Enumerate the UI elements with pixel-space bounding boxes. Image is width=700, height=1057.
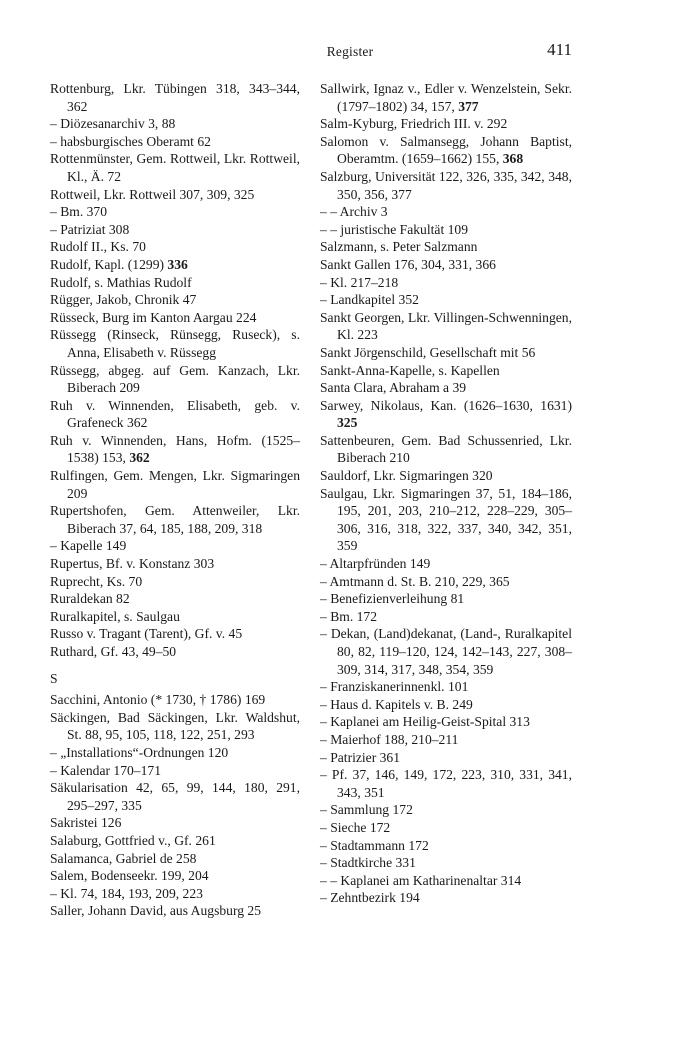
entry-text: Saulgau, Lkr. Sigmaringen 37, 51, 184–186, 195, 201, 203, 210–212, 228–229, 305–306, 316, 318, 322, 337, 340, 342, 351, 359 — [320, 485, 572, 554]
index-entry — [320, 749, 572, 767]
entry-text: – Franziskanerinnenkl. 101 — [320, 679, 469, 695]
index-entry — [50, 555, 300, 573]
index-entry — [320, 467, 572, 485]
index-entry — [50, 643, 300, 661]
entry-text: – Altarpfründen 149 — [320, 556, 431, 572]
entry-text: – Kl. 74, 184, 193, 209, 223 — [50, 885, 203, 901]
entry-text: Ruh v. Winnenden, Hans, Hofm. (1525–1538) 153, — [50, 432, 300, 466]
index-entry — [50, 221, 300, 239]
entry-text: – „Installations“-Ordnungen 120 — [50, 744, 229, 760]
entry-text: – Kaplanei am Heilig-Geist-Spital 313 — [320, 714, 530, 730]
index-entry — [50, 432, 300, 467]
index-entry — [50, 573, 300, 591]
entry-text: Ruthard, Gf. 43, 49–50 — [50, 644, 177, 659]
index-entry — [50, 691, 300, 709]
entry-text: – Pf. 37, 146, 149, 172, 223, 310, 331, 341, 343, 351 — [320, 767, 572, 800]
index-entry — [320, 854, 572, 872]
index-entry — [50, 744, 300, 762]
index-entry — [320, 291, 572, 309]
entry-text: Salm-Kyburg, Friedrich III. v. 292 — [320, 116, 508, 132]
index-entry — [320, 696, 572, 714]
entry-text: – Bm. 172 — [320, 608, 378, 624]
entry-text: – Sammlung 172 — [320, 802, 413, 818]
entry-text: Sankt-Anna-Kapelle, s. Kapellen — [320, 362, 500, 378]
index-entry — [320, 837, 572, 855]
entry-text: – – Kaplanei am Katharinenaltar 314 — [320, 872, 522, 888]
entry-text: Sattenbeuren, Gem. Bad Schussenried, Lkr. Biberach 210 — [320, 432, 572, 466]
index-entry — [320, 115, 572, 133]
index-entry — [50, 274, 300, 292]
index-entry — [320, 80, 572, 115]
section-letter: S — [50, 670, 58, 686]
entry-text: Rulfingen, Gem. Mengen, Lkr. Sigmaringen 209 — [50, 468, 300, 501]
entry-text: Ruraldekan 82 — [50, 591, 130, 607]
index-entry — [50, 502, 300, 537]
index-entry — [50, 832, 300, 850]
index-entry — [50, 709, 300, 744]
entry-text: Saller, Johann David, aus Augsburg 25 — [50, 903, 262, 919]
entry-text: Sankt Gallen 176, 304, 331, 366 — [320, 256, 496, 272]
entry-text: – Patriziat 308 — [50, 221, 130, 237]
entry-text: – Amtmann d. St. B. 210, 229, 365 — [320, 573, 510, 589]
entry-text: – habsburgisches Oberamt 62 — [50, 133, 211, 149]
entry-text: Rottenmünster, Gem. Rottweil, Lkr. Rottweil, Kl., Ä. 72 — [50, 151, 300, 184]
entry-text: Rottenburg, Lkr. Tübingen 318, 343–344, 362 — [50, 81, 300, 114]
entry-text: Säkularisation 42, 65, 99, 144, 180, 291, 295–297, 335 — [50, 780, 300, 813]
index-entry — [50, 150, 300, 185]
entry-text: Sarwey, Nikolaus, Kan. (1626–1630, 1631) — [320, 397, 572, 413]
entry-text: Sacchini, Antonio (* 1730, † 1786) 169 — [50, 692, 266, 708]
index-entry — [50, 762, 300, 780]
entry-text: – Diözesanarchiv 3, 88 — [50, 116, 176, 132]
index-entry — [320, 274, 572, 292]
index-entry — [50, 326, 300, 361]
entry-text: Salzmann, s. Peter Salzmann — [320, 239, 478, 255]
entry-text: – Sieche 172 — [320, 819, 391, 835]
index-entry — [50, 885, 300, 903]
index-entry — [50, 238, 300, 256]
index-entry — [50, 779, 300, 814]
index-entry — [320, 344, 572, 362]
page-number: 411 — [547, 40, 572, 59]
index-entry — [50, 867, 300, 885]
entry-text: – Landkapitel 352 — [320, 292, 419, 308]
entry-bold-page: 377 — [458, 98, 479, 114]
entry-bold-page: 336 — [167, 256, 188, 272]
entry-text: Ruprecht, Ks. 70 — [50, 573, 143, 589]
index-entry — [50, 625, 300, 643]
index-entry — [320, 309, 572, 344]
entry-text: – Zehntbezirk 194 — [320, 890, 420, 906]
index-entry — [50, 291, 300, 309]
entry-text: – Kapelle 149 — [50, 538, 127, 554]
index-entry — [320, 889, 572, 907]
entry-text: Sauldorf, Lkr. Sigmaringen 320 — [320, 468, 493, 484]
index-entry — [50, 309, 300, 327]
entry-text: – Maierhof 188, 210–211 — [320, 731, 459, 747]
entry-text: Rüssegg, abgeg. auf Gem. Kanzach, Lkr. Biberach 209 — [50, 362, 300, 396]
entry-bold-page: 325 — [337, 415, 358, 431]
entry-text: – – Archiv 3 — [320, 204, 388, 220]
entry-text: – Benefizienverleihung 81 — [320, 591, 465, 607]
entry-text: Rupertshofen, Gem. Attenweiler, Lkr. Biberach 37, 64, 185, 188, 209, 318 — [50, 503, 300, 536]
entry-text: Ruh v. Winnenden, Elisabeth, geb. v. Grafeneck 362 — [50, 397, 300, 431]
entry-text: – Stadtkirche 331 — [320, 855, 416, 871]
entry-text: Rupertus, Bf. v. Konstanz 303 — [50, 556, 215, 572]
entry-text: Rüssegg (Rinseck, Rünsegg, Ruseck), s. Anna, Elisabeth v. Rüssegg — [50, 327, 300, 360]
index-entry — [50, 397, 300, 432]
entry-text: Salzburg, Universität 122, 326, 335, 342, 348, 350, 356, 377 — [320, 168, 572, 202]
index-column-left — [50, 80, 300, 920]
entry-text: Sakristei 126 — [50, 815, 122, 831]
index-entry — [50, 590, 300, 608]
entry-text: Russo v. Tragant (Tarent), Gf. v. 45 — [50, 626, 243, 642]
entry-text: – Haus d. Kapitels v. B. 249 — [320, 696, 473, 712]
entry-text: Sankt Georgen, Lkr. Villingen-Schwenningen, Kl. 223 — [320, 309, 572, 343]
index-entry — [50, 902, 300, 920]
index-entry — [50, 133, 300, 151]
entry-text: – Stadtammann 172 — [320, 837, 429, 853]
index-entry — [320, 238, 572, 256]
entry-text: – Dekan, (Land)dekanat, (Land-, Ruralkapitel 80, 82, 119–120, 124, 142–143, 227, 308–309, 314, 317, 348, 354, 359 — [320, 626, 572, 677]
index-column-right — [320, 80, 572, 907]
index-entry — [50, 80, 300, 115]
index-entry — [320, 203, 572, 221]
index-entry — [320, 168, 572, 203]
index-entry — [320, 678, 572, 696]
index-entry — [320, 573, 572, 591]
index-entry — [50, 814, 300, 832]
entry-text: Santa Clara, Abraham a 39 — [320, 380, 467, 396]
entry-bold-page: 362 — [129, 450, 150, 466]
index-entry — [320, 713, 572, 731]
entry-text: Ruralkapitel, s. Saulgau — [50, 608, 180, 624]
entry-text: Salaburg, Gottfried v., Gf. 261 — [50, 832, 216, 848]
entry-text: Salamanca, Gabriel de 258 — [50, 850, 197, 866]
entry-text: – Patrizier 361 — [320, 749, 401, 765]
entry-text: Sankt Jörgenschild, Gesellschaft mit 56 — [320, 344, 536, 360]
index-entry — [50, 256, 300, 274]
entry-text: – Kl. 217–218 — [320, 274, 399, 290]
entry-text: Rudolf II., Ks. 70 — [50, 239, 146, 255]
index-entry — [50, 537, 300, 555]
index-entry — [320, 397, 572, 432]
entry-text: – – juristische Fakultät 109 — [320, 221, 469, 237]
index-entry — [320, 819, 572, 837]
index-entry — [320, 766, 572, 801]
entry-text: Salem, Bodenseekr. 199, 204 — [50, 868, 209, 884]
index-entry — [50, 115, 300, 133]
entry-text: Salomon v. Salmansegg, Johann Baptist, Oberamtm. (1659–1662) 155, — [320, 133, 572, 167]
index-entry — [50, 362, 300, 397]
index-entry — [50, 203, 300, 221]
index-entry — [320, 256, 572, 274]
index-entry — [320, 555, 572, 573]
index-entry — [50, 850, 300, 868]
entry-text: Säckingen, Bad Säckingen, Lkr. Waldshut, St. 88, 95, 105, 118, 122, 251, 293 — [50, 709, 300, 743]
index-entry — [320, 379, 572, 397]
index-entry — [320, 872, 572, 890]
index-entry — [320, 608, 572, 626]
page-header — [0, 40, 700, 64]
index-entry — [320, 362, 572, 380]
index-entry — [320, 801, 572, 819]
entry-text: Rudolf, s. Mathias Rudolf — [50, 274, 192, 290]
running-title: Register — [326, 44, 374, 59]
entry-text: Rügger, Jakob, Chronik 47 — [50, 292, 197, 308]
index-entry — [50, 186, 300, 204]
entry-text: Sallwirk, Ignaz v., Edler v. Wenzelstein, Sekr. (1797–1802) 34, 157, — [320, 81, 572, 114]
index-entry — [50, 467, 300, 502]
entry-text: Rüsseck, Burg im Kanton Aargau 224 — [50, 309, 257, 325]
entry-text: Rottweil, Lkr. Rottweil 307, 309, 325 — [50, 186, 255, 202]
index-entry — [320, 625, 572, 678]
index-entry — [320, 590, 572, 608]
entry-text: – Bm. 370 — [50, 204, 108, 220]
entry-bold-page: 368 — [502, 151, 524, 167]
index-entry — [320, 731, 572, 749]
entry-text: – Kalendar 170–171 — [50, 762, 161, 778]
index-entry — [320, 133, 572, 168]
index-entry — [320, 221, 572, 239]
index-entry — [320, 485, 572, 555]
index-entry — [320, 432, 572, 467]
index-entry — [50, 608, 300, 626]
entry-text: Rudolf, Kapl. (1299) — [50, 256, 168, 272]
